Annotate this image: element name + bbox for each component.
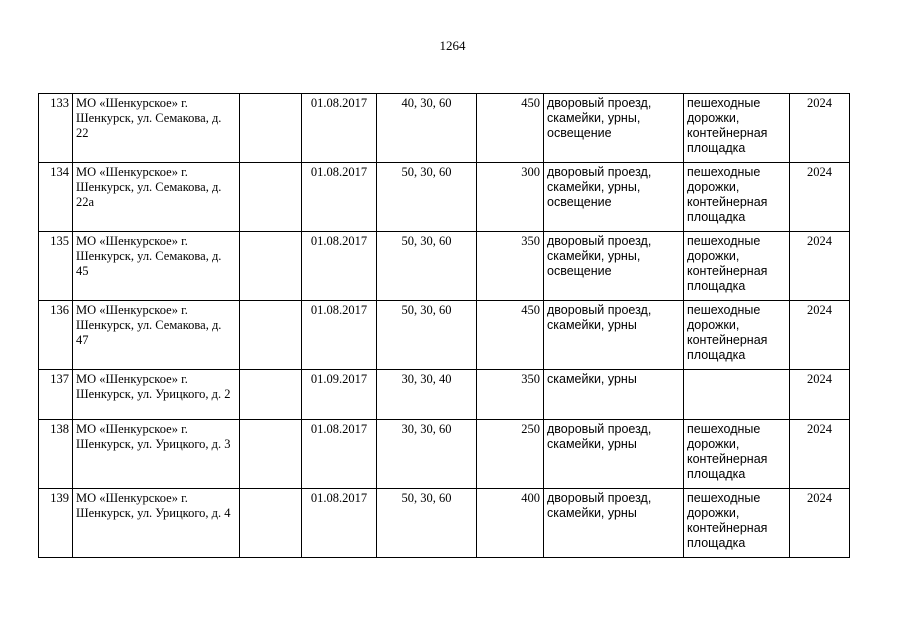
percents-cell: 50, 30, 60 (377, 489, 477, 558)
empty-cell (240, 420, 302, 489)
empty-cell (240, 163, 302, 232)
percents-cell: 30, 30, 60 (377, 420, 477, 489)
year-cell: 2024 (790, 489, 850, 558)
empty-cell (240, 301, 302, 370)
year-cell: 2024 (790, 420, 850, 489)
area-cell: 350 (477, 370, 544, 420)
extra-works-cell: пешеходные дорожки, контейнерная площадка (684, 420, 790, 489)
area-cell: 300 (477, 163, 544, 232)
table-row (39, 489, 850, 558)
row-number: 137 (39, 370, 73, 420)
row-number: 136 (39, 301, 73, 370)
address-cell: МО «Шенкурское» г. Шенкурск, ул. Семакова, д. 22а (73, 163, 240, 232)
works-cell: дворовый проезд, скамейки, урны (544, 489, 684, 558)
address-cell: МО «Шенкурское» г. Шенкурск, ул. Урицкого, д. 4 (73, 489, 240, 558)
area-cell: 450 (477, 301, 544, 370)
extra-works-cell: пешеходные дорожки, контейнерная площадка (684, 94, 790, 163)
page-number: 1264 (439, 38, 466, 53)
address-cell: МО «Шенкурское» г. Шенкурск, ул. Урицкого, д. 3 (73, 420, 240, 489)
percents-cell: 50, 30, 60 (377, 163, 477, 232)
date-cell: 01.08.2017 (302, 163, 377, 232)
date-cell: 01.08.2017 (302, 94, 377, 163)
works-cell: дворовый проезд, скамейки, урны, освещение (544, 94, 684, 163)
percents-cell: 50, 30, 60 (377, 232, 477, 301)
row-number: 139 (39, 489, 73, 558)
table-row (39, 301, 850, 370)
table-row (39, 94, 850, 163)
row-number: 138 (39, 420, 73, 489)
row-number: 133 (39, 94, 73, 163)
table-row (39, 420, 850, 489)
empty-cell (240, 370, 302, 420)
row-number: 135 (39, 232, 73, 301)
area-cell: 250 (477, 420, 544, 489)
works-cell: дворовый проезд, скамейки, урны, освещение (544, 232, 684, 301)
percents-cell: 30, 30, 40 (377, 370, 477, 420)
date-cell: 01.08.2017 (302, 420, 377, 489)
extra-works-cell: пешеходные дорожки, контейнерная площадка (684, 163, 790, 232)
address-cell: МО «Шенкурское» г. Шенкурск, ул. Семакова, д. 45 (73, 232, 240, 301)
row-number: 134 (39, 163, 73, 232)
works-cell: дворовый проезд, скамейки, урны (544, 301, 684, 370)
works-cell: скамейки, урны (544, 370, 684, 420)
date-cell: 01.08.2017 (302, 232, 377, 301)
works-cell: дворовый проезд, скамейки, урны (544, 420, 684, 489)
empty-cell (240, 232, 302, 301)
year-cell: 2024 (790, 94, 850, 163)
extra-works-cell: пешеходные дорожки, контейнерная площадка (684, 489, 790, 558)
percents-cell: 50, 30, 60 (377, 301, 477, 370)
address-cell: МО «Шенкурское» г. Шенкурск, ул. Урицкого, д. 2 (73, 370, 240, 420)
works-cell: дворовый проезд, скамейки, урны, освещение (544, 163, 684, 232)
empty-cell (240, 94, 302, 163)
courtyard-registry-table (38, 93, 850, 558)
area-cell: 400 (477, 489, 544, 558)
date-cell: 01.09.2017 (302, 370, 377, 420)
extra-works-cell (684, 370, 790, 420)
address-cell: МО «Шенкурское» г. Шенкурск, ул. Семакова, д. 22 (73, 94, 240, 163)
table-row (39, 232, 850, 301)
date-cell: 01.08.2017 (302, 301, 377, 370)
year-cell: 2024 (790, 370, 850, 420)
percents-cell: 40, 30, 60 (377, 94, 477, 163)
area-cell: 450 (477, 94, 544, 163)
date-cell: 01.08.2017 (302, 489, 377, 558)
table-row (39, 370, 850, 420)
extra-works-cell: пешеходные дорожки, контейнерная площадка (684, 301, 790, 370)
empty-cell (240, 489, 302, 558)
table-row (39, 163, 850, 232)
year-cell: 2024 (790, 232, 850, 301)
address-cell: МО «Шенкурское» г. Шенкурск, ул. Семакова, д. 47 (73, 301, 240, 370)
area-cell: 350 (477, 232, 544, 301)
extra-works-cell: пешеходные дорожки, контейнерная площадка (684, 232, 790, 301)
year-cell: 2024 (790, 163, 850, 232)
year-cell: 2024 (790, 301, 850, 370)
